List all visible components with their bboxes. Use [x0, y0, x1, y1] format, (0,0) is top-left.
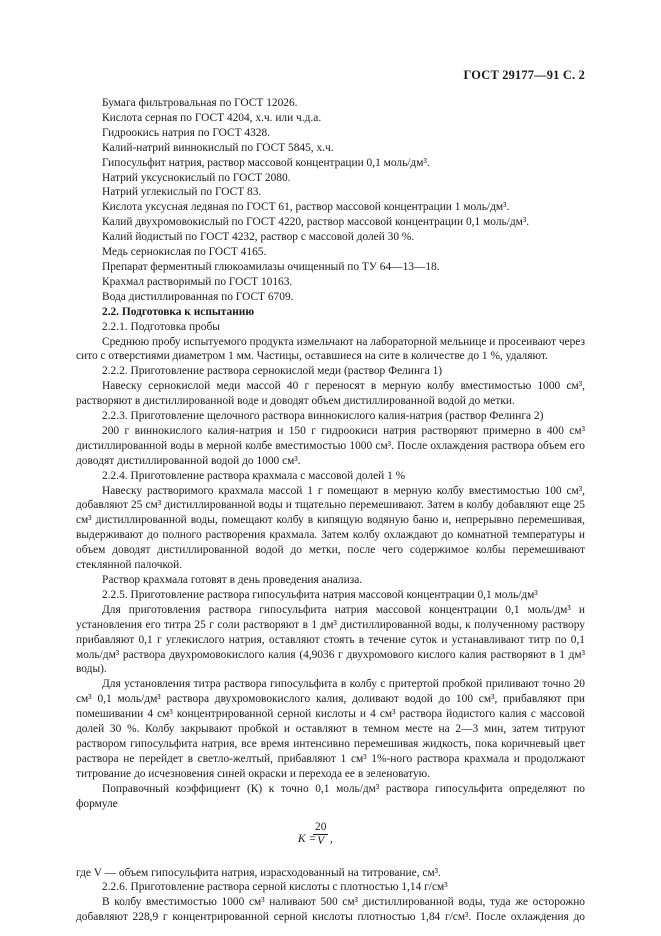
- list-item: Бумага фильтровальная по ГОСТ 12026.: [102, 97, 298, 109]
- list-item: Кислота серная по ГОСТ 4204, х.ч. или ч.д.а.: [102, 111, 322, 124]
- list-item: Калий йодистый по ГОСТ 4232, раствор с массовой долей 30 %.: [102, 231, 415, 244]
- formula-numerator: 20: [315, 820, 327, 833]
- list-item: Вода дистиллированная по ГОСТ 6709.: [102, 290, 294, 303]
- list-item: Медь сернокислая по ГОСТ 4165.: [102, 246, 267, 259]
- formula-denominator: V: [317, 834, 325, 847]
- subsection-title: 2.2.3. Приготовление щелочного раствора виннокислого калия-натрия (раствор Фелинга 2): [102, 410, 544, 423]
- subsection-title: 2.2.6. Приготовление раствора серной кислоты с плотностью 1,14 г/см³: [102, 881, 448, 894]
- list-item: Гипосульфит натрия, раствор массовой концентрации 0,1 моль/дм³.: [102, 156, 430, 169]
- reagent-list: [76, 96, 585, 305]
- page-header: ГОСТ 29177—91 С. 2: [463, 68, 585, 82]
- subsection-title: 2.2.2. Приготовление раствора сернокислой меди (раствор Фелинга 1): [102, 365, 443, 378]
- paragraph: Среднюю пробу испытуемого продукта измельчают на лабораторной мельнице и просеивают через сито с отверстиями диаметром 1 мм. Частицы, оставшиеся на сите в количестве до 1 %, удаляют.: [76, 335, 585, 363]
- paragraph: 200 г виннокислого калия-натрия и 150 г гидроокиси натрия растворяют примерно в 400 см³ дистиллированной воды в мерной колбе вместимостью 1000 см³. После охлаждения раствора объем его доводят дистиллированной водой до 1000 см³.: [76, 424, 585, 467]
- formula-tail: ,: [330, 832, 333, 845]
- list-item: Калий двухромовокислый по ГОСТ 4220, раствор массовой концентрации 0,1 моль/дм³.: [102, 216, 530, 229]
- formula-lhs: K =: [298, 832, 317, 845]
- subsection-title: 2.2.1. Подготовка пробы: [102, 320, 220, 333]
- list-item: Гидроокись натрия по ГОСТ 4328.: [102, 126, 271, 139]
- document-body: [76, 96, 585, 925]
- list-item: Натрий уксуснокислый по ГОСТ 2080.: [102, 171, 291, 184]
- list-item: Препарат ферментный глюкоамилазы очищенный по ТУ 64—13—18.: [102, 260, 440, 273]
- paragraph: Раствор крахмала готовят в день проведения анализа.: [102, 574, 363, 586]
- paragraph: Поправочный коэффициент (К) к точно 0,1 моль/дм³ раствора гипосульфита определяют по формуле: [76, 782, 585, 810]
- paragraph: Навеску растворимого крахмала массой 1 г помещают в мерную колбу вместимостью 100 см³, добавляют 25 см³ дистиллированной воды и тщательно перемешивают. Затем в колбу добавляют еще 25 см³ дистиллированной воды, помещают колбу в кипящую водяную баню и, непрерывно перемешивая, выдерживают до полного растворения крахмала. Затем колбу охлаждают до комнатной температуры и объем доводят дистиллированной водой до метки, после чего содержимое колбы перемешивают стеклянной палочкой.: [76, 484, 585, 572]
- paragraph: Для приготовления раствора гипосульфита натрия массовой концентрации 0,1 моль/дм³ и установления его титра 25 г соли растворяют в 1 дм³ дистиллированной воды, к полученному раствору прибавляют 0,1 г углекислого натрия, оставляют стоять в течение суток и устанавливают титр по 0,1 моль/дм³ раствора двухромовокислого калия (4,9036 г двухромового кислого калия растворяют в 1 дм³ воды).: [76, 603, 585, 676]
- list-item: Крахмал растворимый по ГОСТ 10163.: [102, 275, 293, 288]
- subsection-title: 2.2.4. Приготовление раствора крахмала с массовой долей 1 %: [102, 469, 406, 482]
- list-item: Калий-натрий виннокислый по ГОСТ 5845, х.ч.: [102, 141, 334, 154]
- list-item: Натрий углекислый по ГОСТ 83.: [102, 186, 262, 199]
- paragraph: Навеску сернокислой меди массой 40 г переносят в мерную колбу вместимостью 1000 см³, растворяют в дистиллированной воде и доводят объем дистиллированной водой до метки.: [76, 380, 585, 408]
- section-heading: 2.2. Подготовка к испытанию: [102, 305, 255, 318]
- formula-legend: где V — объем гипосульфита натрия, израсходованный на титрование, см³.: [76, 866, 441, 879]
- paragraph: В колбу вместимостью 1000 см³ наливают 500 см³ дистиллированной воды, туда же осторожно добавляют 228,9 г концентрированной серной кислоты плотностью 1,84 г/см³. После охлаждения до: [76, 896, 585, 924]
- subsection-title: 2.2.5. Приготовление раствора гипосульфита натрия массовой концентрации 0,1 моль/дм³: [102, 588, 538, 601]
- correction-factor-formula: [76, 815, 585, 861]
- paragraph: Для установления титра раствора гипосульфита в колбу с притертой пробкой приливают точно 20 см³ 0,1 моль/дм³ раствора двухромовокислого калия, доливают водой до 100 см³, прибавляют при помешивании 4 см³ концентрированной серной кислоты и 4 см³ раствора йодистого калия с массовой долей 30 %. Колбу закрывают пробкой и оставляют в темном месте на 2—3 мин, затем титруют раствором гипосульфита натрия, все время интенсивно перемешивая жидкость, пока коричневый цвет раствора не перейдет в светло-желтый, прибавляют 1 см³ 1%-ного раствора крахмала и продолжают титрование до исчезновения синей окраски и перехода ее в зеленоватую.: [76, 678, 585, 780]
- formula-fraction: [313, 821, 328, 848]
- list-item: Кислота уксусная ледяная по ГОСТ 61, раствор массовой концентрации 1 моль/дм³.: [102, 201, 510, 214]
